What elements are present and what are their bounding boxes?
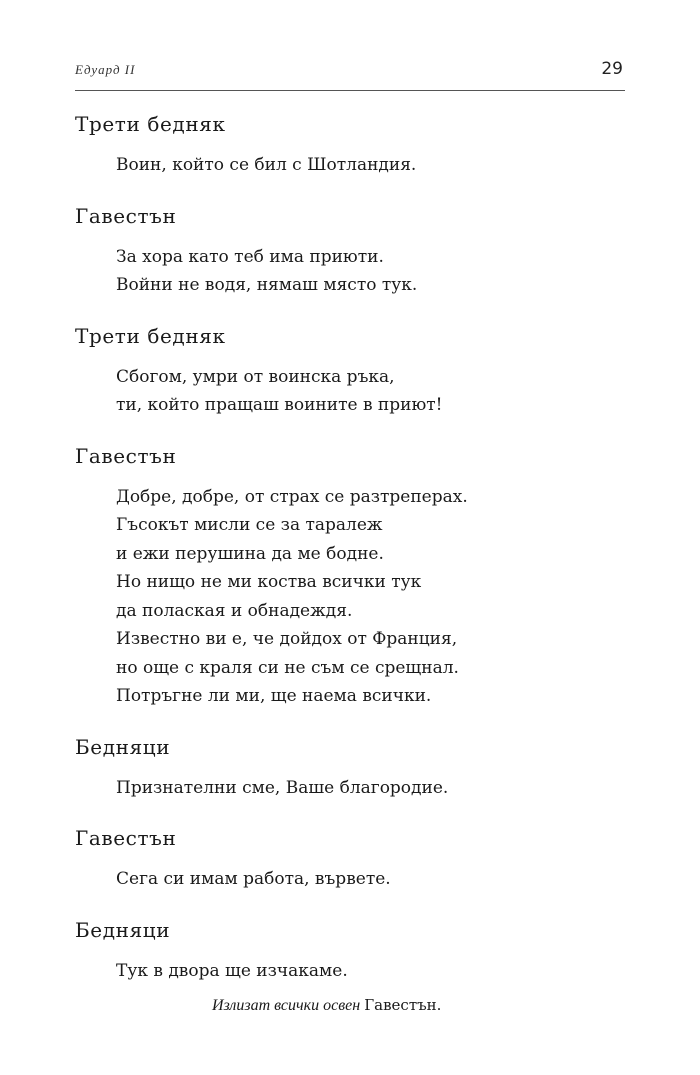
verse-line: Добре, добре, от страх се разтреперах. [116,486,468,507]
speaker-name: Бедняци [75,917,171,942]
verse-line: Гъсокът мисли се за таралеж [116,515,383,535]
page-header [75,60,625,91]
speech [75,916,635,986]
speech [75,824,635,894]
play-text [75,110,635,985]
verse-line: За хора като теб има приюти. [116,246,384,267]
verse-line: Тук в двора ще изчакаме. [116,960,348,981]
speech-lines [116,243,635,300]
verse-line: Воин, който се бил с Шотландия. [116,155,417,175]
verse-line: Но нищо не ми коства всички тук [116,572,422,592]
verse-line: Известно ви е, че дойдох от Франция, [116,629,458,649]
speaker-name: Гавестън [75,826,177,850]
speech [75,110,635,180]
speech-lines [116,363,635,420]
speech [75,733,635,803]
speaker-name: Трети бедняк [75,323,226,348]
stage-direction [212,996,441,1015]
verse-line: Войни не водя, нямаш място тук. [116,275,418,295]
speech-lines [116,151,635,180]
speech-lines [116,865,635,894]
page-number: 29 [601,59,623,79]
verse-line: но още с краля си не съм се срещнал. [116,657,459,678]
verse-line: Признателни сме, Ваше благородие. [116,777,449,798]
stage-direction-text: Излизат всички освен [212,997,361,1014]
speaker-name: Трети бедняк [75,112,226,136]
speaker-name: Гавестън [75,203,177,228]
verse-line: да полаская и обнадеждя. [116,600,353,621]
running-title: Едуард II [75,62,136,77]
speech-lines [116,774,635,803]
speech [75,202,635,300]
verse-line: и ежи перушина да ме бодне. [116,543,384,564]
stage-direction-character: Гавестън. [364,996,442,1014]
speech [75,322,635,420]
speaker-name: Бедняци [75,734,171,759]
speech [75,442,635,711]
verse-line: Потръгне ли ми, ще наема всички. [116,686,432,706]
speech-lines [116,483,635,711]
verse-line: ти, който пращаш воините в приют! [116,395,443,415]
verse-line: Сбогом, умри от воинска ръка, [116,366,395,387]
speech-lines [116,957,635,986]
verse-line: Сега си имам работа, вървете. [116,869,391,889]
speaker-name: Гавестън [75,443,177,468]
